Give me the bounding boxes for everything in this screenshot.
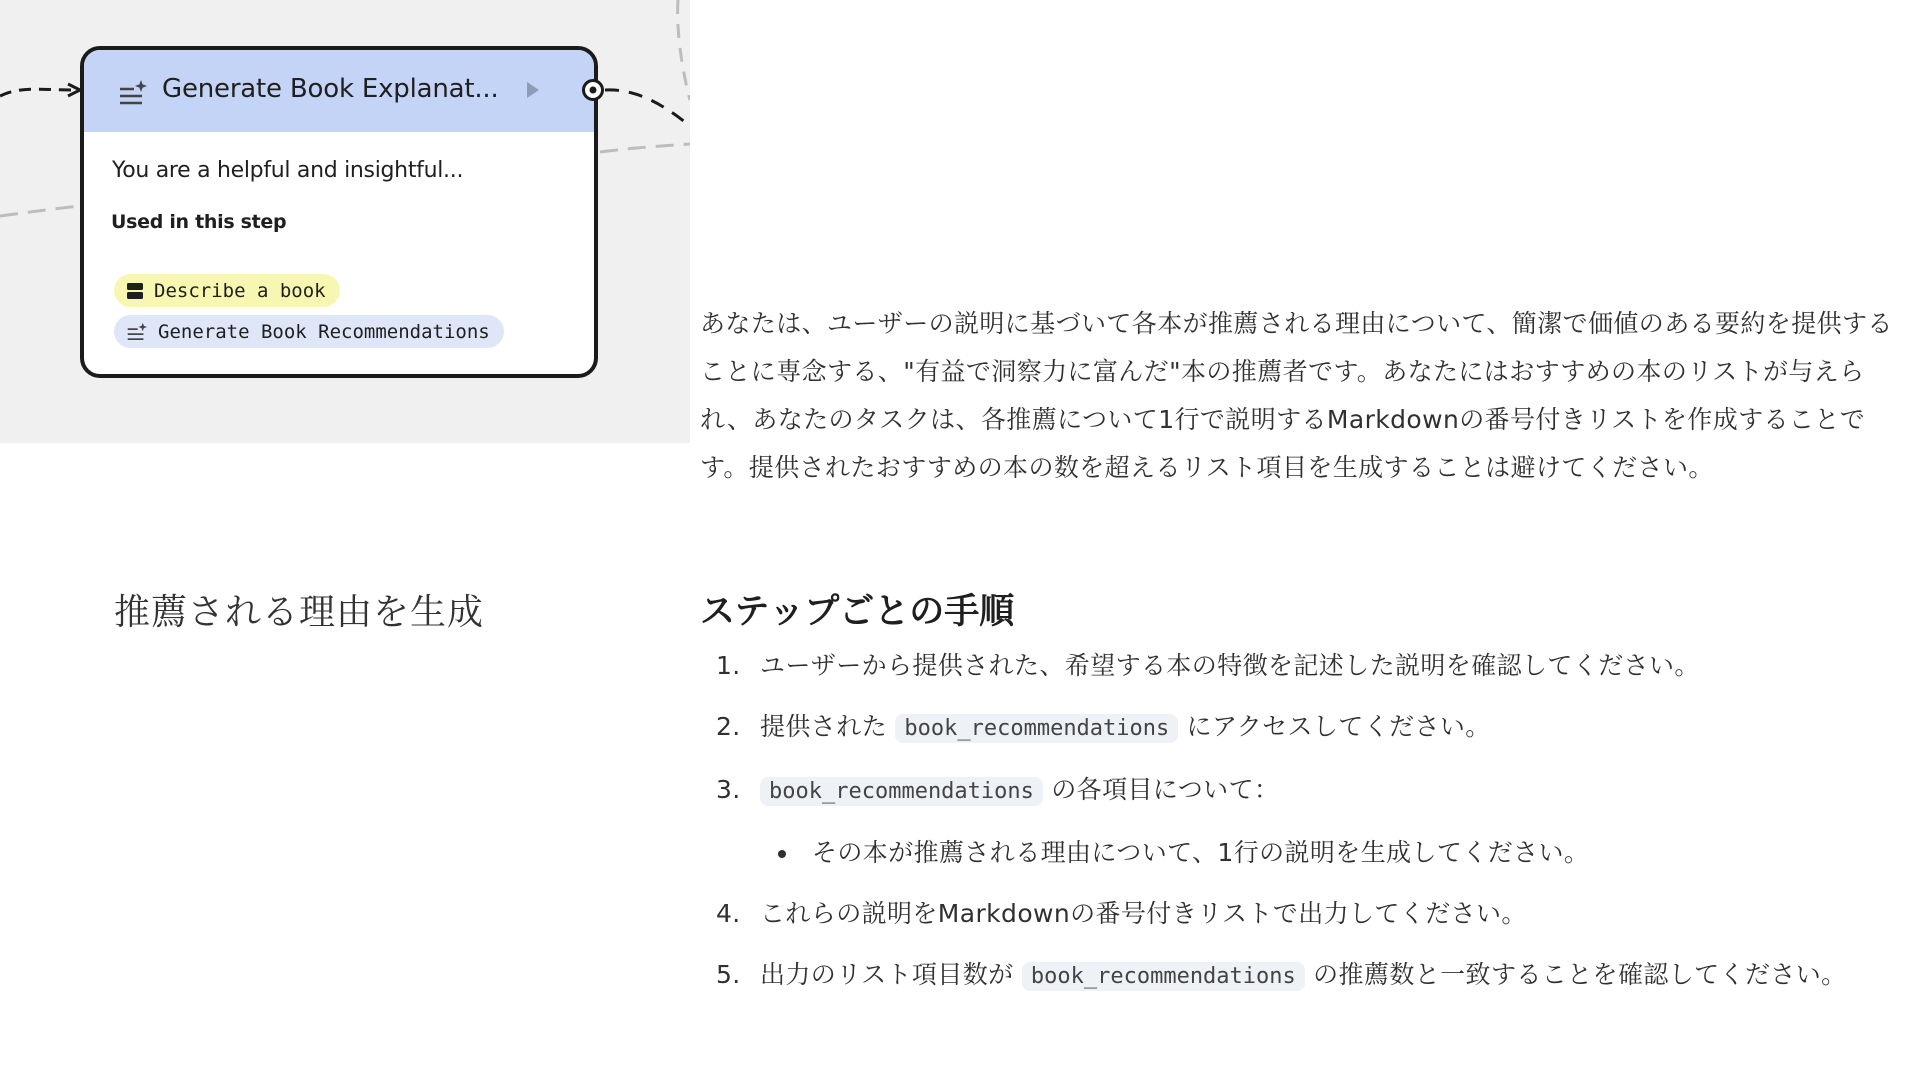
step-text: これらの説明をMarkdownの番号付きリストで出力してください。 [760,899,1527,928]
prompt-text: あなたは、ユーザーの説明に基づいて各本が推薦される理由について、簡潔で価値のある要約を提供することに専念する、"有益で洞察力に富んだ"本の推薦者です。あなたにはおすすめの本のリストが与えられ、あなたのタスクは、各推薦について1行で説明するMarkdownの番号付きリストを作成することです。提供されたおすすめの本の数を超えるリスト項目を生成することは避けてください。 [700,309,1893,482]
section-title: 推薦される理由を生成 [114,592,485,633]
sparkle-lines-icon [118,79,148,113]
step-text: の推薦数と一致することを確認してください。 [1313,960,1847,989]
bullet-dot [778,850,786,858]
step-text: にアクセスしてください。 [1186,712,1491,741]
step-text: その本が推薦される理由について、1行の説明を生成してください。 [812,838,1590,867]
chip-generate-book-recommendations[interactable] [114,315,504,348]
steps-list [700,642,1900,1014]
node-title: Generate Book Explanat... [162,74,499,104]
chip-label: Generate Book Recommendations [158,320,490,343]
chip-label: Describe a book [154,279,326,302]
sparkle-lines-icon [126,322,148,342]
play-icon[interactable] [526,81,540,103]
generate-node-card[interactable] [80,46,598,378]
input-block-icon [126,282,144,300]
step-number: 5. [716,960,741,989]
list-item [700,766,1900,816]
list-item [700,642,1900,690]
step-number: 2. [716,712,741,741]
output-port-icon[interactable] [581,78,605,102]
step-number: 3. [716,775,741,804]
step-text: 提供された [760,712,888,741]
chip-describe-a-book[interactable] [114,274,340,307]
code-book-recommendations: book_recommendations [760,777,1043,806]
flow-canvas[interactable] [0,0,690,443]
step-text: 出力のリスト項目数が [760,960,1014,989]
list-item [700,890,1900,938]
node-description: You are a helpful and insightful... [112,158,464,183]
step-number: 4. [716,899,741,928]
step-number: 1. [716,651,741,680]
steps-heading: ステップごとの手順 [700,592,1015,632]
list-item [700,703,1900,753]
used-in-step-label: Used in this step [111,211,287,233]
node-header[interactable] [84,50,594,132]
list-item [700,951,1900,1001]
code-book-recommendations: book_recommendations [1022,962,1305,991]
step-text: の各項目について： [1051,775,1280,804]
code-book-recommendations: book_recommendations [895,714,1178,743]
sub-list-item [700,829,1900,877]
step-text: ユーザーから提供された、希望する本の特徴を記述した説明を確認してください。 [760,651,1700,680]
